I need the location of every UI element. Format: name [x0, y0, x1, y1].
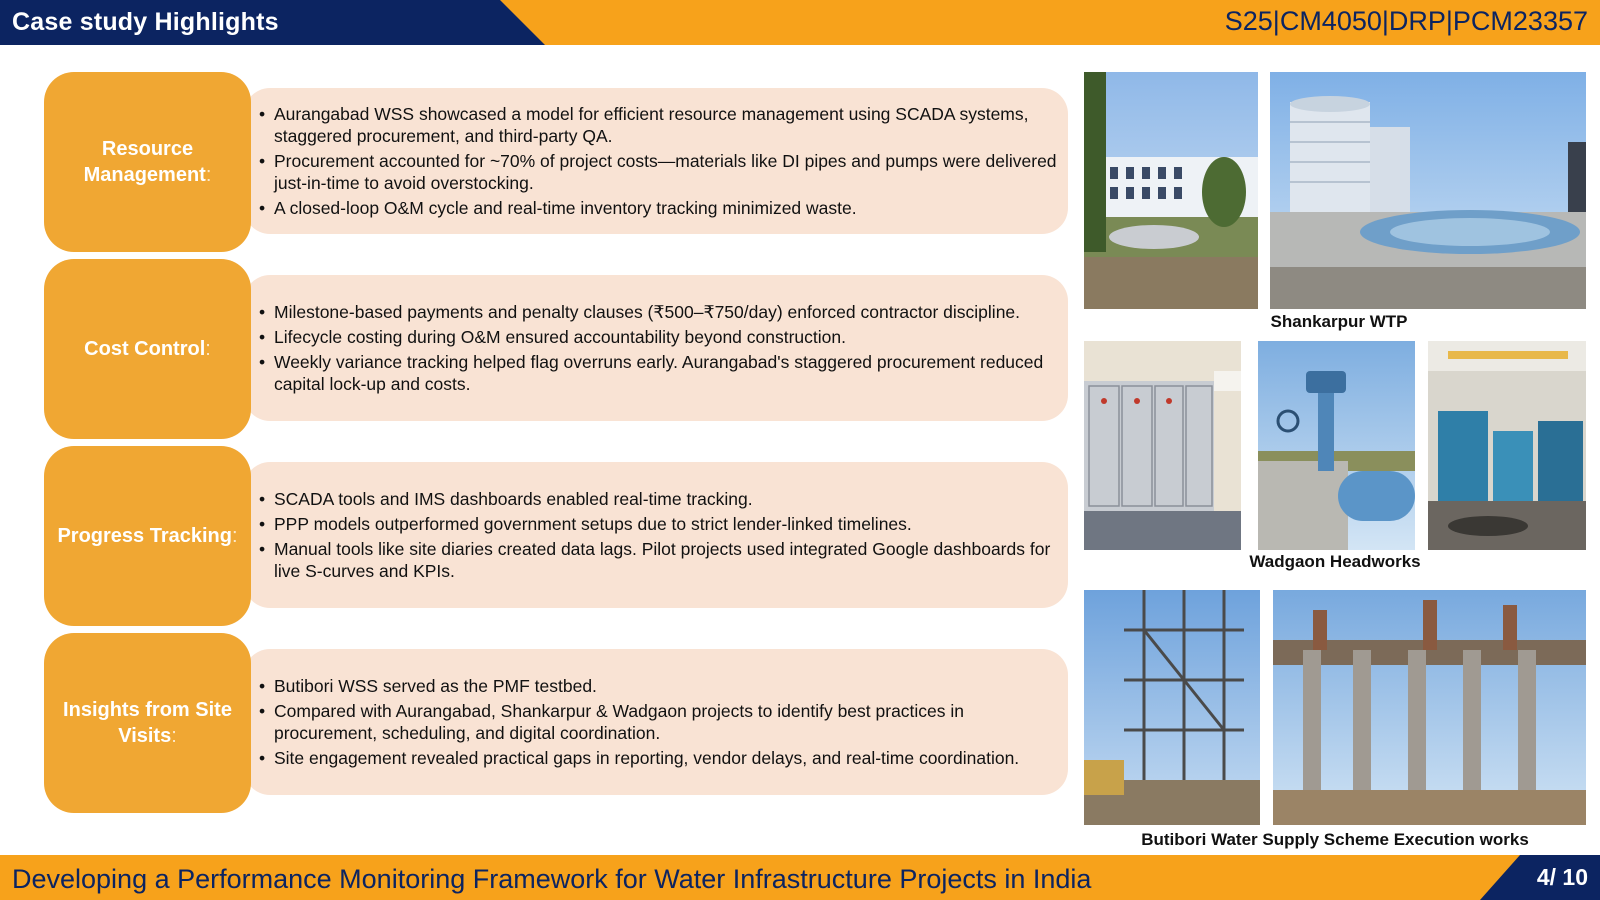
photo-butibori-scaffolding-art	[1084, 590, 1260, 825]
bullet-item: • Manual tools like site diaries created data lags. Pilot projects used integrated Google dashboards for live S-curves and KPIs.	[259, 538, 1067, 582]
bullet-item: • Butibori WSS served as the PMF testbed.	[259, 675, 1067, 697]
section-label-colon: :	[205, 338, 211, 360]
section-label-colon: :	[205, 164, 212, 186]
section-label	[44, 259, 251, 439]
photo-wadgaon-pumps	[1428, 341, 1586, 550]
slide-title: Case study Highlights	[12, 8, 279, 36]
photo-wadgaon-valve-art	[1258, 341, 1415, 550]
bullet-item: • Aurangabad WSS showcased a model for efficient resource management using SCADA systems, staggered procurement, and third-party QA.	[259, 103, 1067, 147]
photo-shankarpur-wtp-art	[1270, 72, 1586, 309]
bullet-item: • A closed-loop O&M cycle and real-time inventory tracking minimized waste.	[259, 197, 1067, 219]
photo-wadgaon-panels	[1084, 341, 1241, 550]
section-label-colon: :	[171, 725, 177, 747]
section-progress-tracking	[44, 446, 1070, 626]
photo-shankarpur-building	[1084, 72, 1258, 309]
bullet-item: • SCADA tools and IMS dashboards enabled real-time tracking.	[259, 488, 1067, 510]
footer-title: Developing a Performance Monitoring Framework for Water Infrastructure Projects in India	[12, 864, 1092, 894]
photo-shankarpur-wtp	[1270, 72, 1586, 309]
section-label	[44, 633, 251, 813]
caption-wadgaon: Wadgaon Headworks	[1249, 552, 1421, 571]
caption-butibori: Butibori Water Supply Scheme Execution works	[1141, 830, 1529, 849]
section-label	[44, 446, 251, 626]
course-code: S25|CM4050|DRP|PCM23357	[1224, 6, 1588, 36]
section-label-text: Cost Control	[84, 338, 206, 360]
bullet-item: • Lifecycle costing during O&M ensured accountability beyond construction.	[259, 326, 1067, 348]
photo-wadgaon-valve	[1258, 341, 1415, 550]
bullet-item: • Procurement accounted for ~70% of project costs—materials like DI pipes and pumps were delivered just-in-time to avoid overstocking.	[259, 150, 1067, 194]
bullet-item: • PPP models outperformed government setups due to strict lender-linked timelines.	[259, 513, 1067, 535]
bullet-list	[259, 474, 1067, 598]
photo-wadgaon-panels-art	[1084, 341, 1241, 550]
bullet-item: • Milestone-based payments and penalty clauses (₹500–₹750/day) enforced contractor discipline.	[259, 301, 1067, 323]
header-bar	[0, 0, 1600, 45]
section-site-visits	[44, 633, 1070, 813]
caption-shankarpur: Shankarpur WTP	[1270, 312, 1408, 331]
bullet-list	[259, 100, 1067, 224]
section-label	[44, 72, 251, 252]
section-label-text: Resource Management	[83, 138, 206, 186]
section-label-text: Progress Tracking	[57, 525, 232, 547]
photo-butibori-pillars-art	[1273, 590, 1586, 825]
section-label-colon: :	[231, 525, 238, 547]
bullet-item: • Compared with Aurangabad, Shankarpur & Wadgaon projects to identify best practices in procurement, scheduling, and digital coordination.	[259, 700, 1067, 744]
photo-butibori-scaffolding	[1084, 590, 1260, 825]
section-resource-management	[44, 72, 1070, 252]
bullet-item: • Weekly variance tracking helped flag overruns early. Aurangabad's staggered procurement reduced capital lock-up and costs.	[259, 351, 1067, 395]
section-label-text: Insights from Site Visits	[63, 699, 232, 747]
photo-butibori-pillars	[1273, 590, 1586, 825]
photo-wadgaon-pumps-art	[1428, 341, 1586, 550]
section-cost-control	[44, 259, 1070, 439]
footer-bar	[0, 855, 1600, 900]
bullet-list	[259, 287, 1067, 411]
bullet-list	[259, 661, 1067, 785]
page-number: 4/ 10	[1536, 864, 1588, 890]
bullet-item: • Site engagement revealed practical gaps in reporting, vendor delays, and real-time coordination.	[259, 747, 1067, 769]
photo-shankarpur-building-art	[1084, 72, 1258, 309]
